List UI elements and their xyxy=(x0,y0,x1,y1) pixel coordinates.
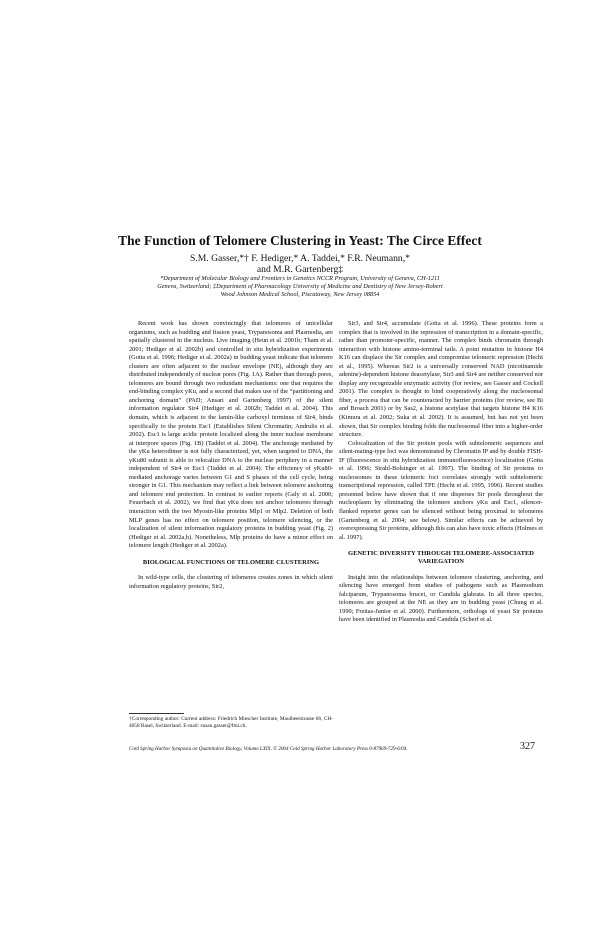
corresponding-author-footnote: †Corresponding author: Current address: Friedrich Miescher Institute, Maulbeerstrasse 66, CH-4058 Basel, Switzerland. E-mail: susan.gasser@fmi.ch. xyxy=(129,716,333,729)
article-title: The Function of Telomere Clustering in Yeast: The Circe Effect xyxy=(118,233,482,248)
authors-line-2: and M.R. Gartenberg‡ xyxy=(256,263,344,275)
left-column xyxy=(129,320,333,591)
right-column xyxy=(339,320,543,625)
affiliation-line-2: Geneva, Switzerland; ‡Department of Pharmacology University of Medicine and Dentistry of New Jersey-Robert xyxy=(157,282,443,290)
section-heading-genetic-diversity: GENETIC DIVERSITY THROUGH TELOMERE-ASSOCIATED VARIEGATION xyxy=(348,550,534,566)
affiliation-line-3: Wood Johnson Medical School, Piscataway, New Jersey 08854 xyxy=(220,290,380,298)
body-paragraph: Insight into the relationships between telomere clustering, anchoring, and silencing have emerged from studies of pathogens such as Plasmodium falciparum, Trypanosoma brucei, or Candida glabrata. In all three species, telomeres are grouped at the NE as they are in budding yeast (Chung et al. 1990; Freitas-Junior et al. 2000). Furthermore, orthologs of yeast Sir proteins have been identified in Plasmodia and Candida (Scherf et al. xyxy=(339,573,543,624)
footnote-divider xyxy=(129,713,184,714)
body-paragraph: Sir3, and Sir4, accumulate (Gotta et al. 1996). These proteins form a complex that is involved in the repression of transcription in a domain-specific, rather than promoter-specific, manner. The complex binds chromatin through interaction with histone amino-terminal tails. A point mutation in histone H4 K16 can displace the Sir complex and compromise telomeric repression (Hecht et al., 1995). Whereas Sir2 is a universally conserved NAD (nicotinamide adenine)-dependent histone deacetylase, Sir3 and Sir4 are neither conserved nor display any recognizable enzymatic activity (for review, see Gasser and Cockell 2001). The complex is thought to bind cooperatively along the nucleosomal fiber, a process that can be counteracted by barrier proteins (for review, see Bi and Broach 2001) or by Sas2, a histone acetylase that targets histone H4 K16 (Kimura et al. 2002; Suka et al. 2002). It is assumed, but has not yet been shown, that Sir complex binding folds the nucleosomal fiber into a higher-order structure. xyxy=(339,320,543,439)
section-heading-biological-functions: BIOLOGICAL FUNCTIONS OF TELOMERE CLUSTERING xyxy=(142,558,320,566)
page-number: 327 xyxy=(520,741,535,752)
journal-citation-footer: Cold Spring Harbor Symposia on Quantitative Biology, Volume LXIX. © 2004 Cold Spring Harbor Laboratory Press 0-87969-729-6/04. xyxy=(129,746,408,752)
authors-line-1: S.M. Gasser,*† F. Hediger,* A. Taddei,* F.R. Neumann,* xyxy=(190,253,410,264)
author-list xyxy=(80,254,520,275)
intro-paragraph: Recent work has shown convincingly that telomeres of unicellular organisms, such as budding and fission yeast, Trypanosoma and Plasmodia, are spatially clustered in the nucleus. Live imaging (Heun et al. 2001b; Tham et al. 2001; Hediger et al. 2002b) and controlled in situ hybridization experiments (Gotta et al. 1996; Hediger et al. 2002a) in budding yeast indicate that telomere clusters are often adjacent to the nuclear envelope (NE), although they are distributed independently of nuclear pores (Fig. 1A). Rather than through pores, telomeres are bound through two redundant mechanisms: one that requires the end-binding complex yKu, and a second that makes use of the “partitioning and anchoring domain” (PAD; Ansari and Gartenberg 1997) of the silent information regulator Sir4 (Hediger et al. 2002b; Taddei et al. 2004). This domain, which is adjacent to the lamin-like carboxyl terminus of Sir4, binds specifically to the protein Esc1 (Establishes Silent Chromatin; Andrulis et al. 2002). Esc1 is large acidic protein localized along the inner nuclear membrane at interpore spaces (Fig. 1B) (Taddei et al. 2004). The anchorage mediated by the yKu heterodimer is not fully characterized, yet, when targeted to DNA, the yKu80 subunit is able to relocalize DNA to the nuclear periphery in a manner independent of Sir4 or Esc1 (Taddei et al. 2004). The efficiency of yKu80-mediated anchorage varies between G1 and S phases of the cell cycle, being stronger in G1. This mechanism may reflect a link between telomere anchoring and telomere end protection. In contrast to earlier reports (Galy et al. 2000; Feuerbach et al. 2002), we find that yKu does not anchor telomeres through interaction with the two Myosin-like proteins Mlp1 or Mlp2. Deletion of both MLP genes has no effect on telomere position, telomere silencing, or the localization of silent information regulatory proteins in budding yeast (Fig. 2) (Hediger et al. 2002a,b). Nonetheless, Mlp proteins do have a minor effect on telomere length (Hediger et al. 2002a). xyxy=(129,320,333,550)
body-paragraph: In wild-type cells, the clustering of telomeres creates zones in which silent information regulatory proteins, Sir2, xyxy=(129,573,333,590)
affiliation-line-1: *Department of Molecular Biology and Frontiers in Genetics NCCR Program, University of Geneva, CH-1211 xyxy=(160,275,440,282)
affiliations xyxy=(95,275,505,299)
body-paragraph: Colocalization of the Sir protein pools with subtelomeric sequences and silent-mating-type loci was demonstrated by Chromatin IP and by double FISH-IF (fluorescence in situ hybridization immunofluorescence) localization (Gotta et al. 1996; Strahl-Bolsinger et al. 1997). The binding of Sir proteins to nucleosomes in these telomeric foci correlates strongly with subtelomeric transcriptional repression, called TPE (Hecht et al. 1995, 1996). Recent studies presented below have shown that if one disperses Sir pools throughout the nucleoplasm by eliminating the telomere anchors yKu and Esc1, silencer-flanked reporter genes can be silenced without being proximal to telomeres (Gartenberg et al. 2004; see below). Similar effects can be achieved by overexpressing Sir proteins, although this can also have toxic effects (Holmes et al. 1997). xyxy=(339,439,543,541)
